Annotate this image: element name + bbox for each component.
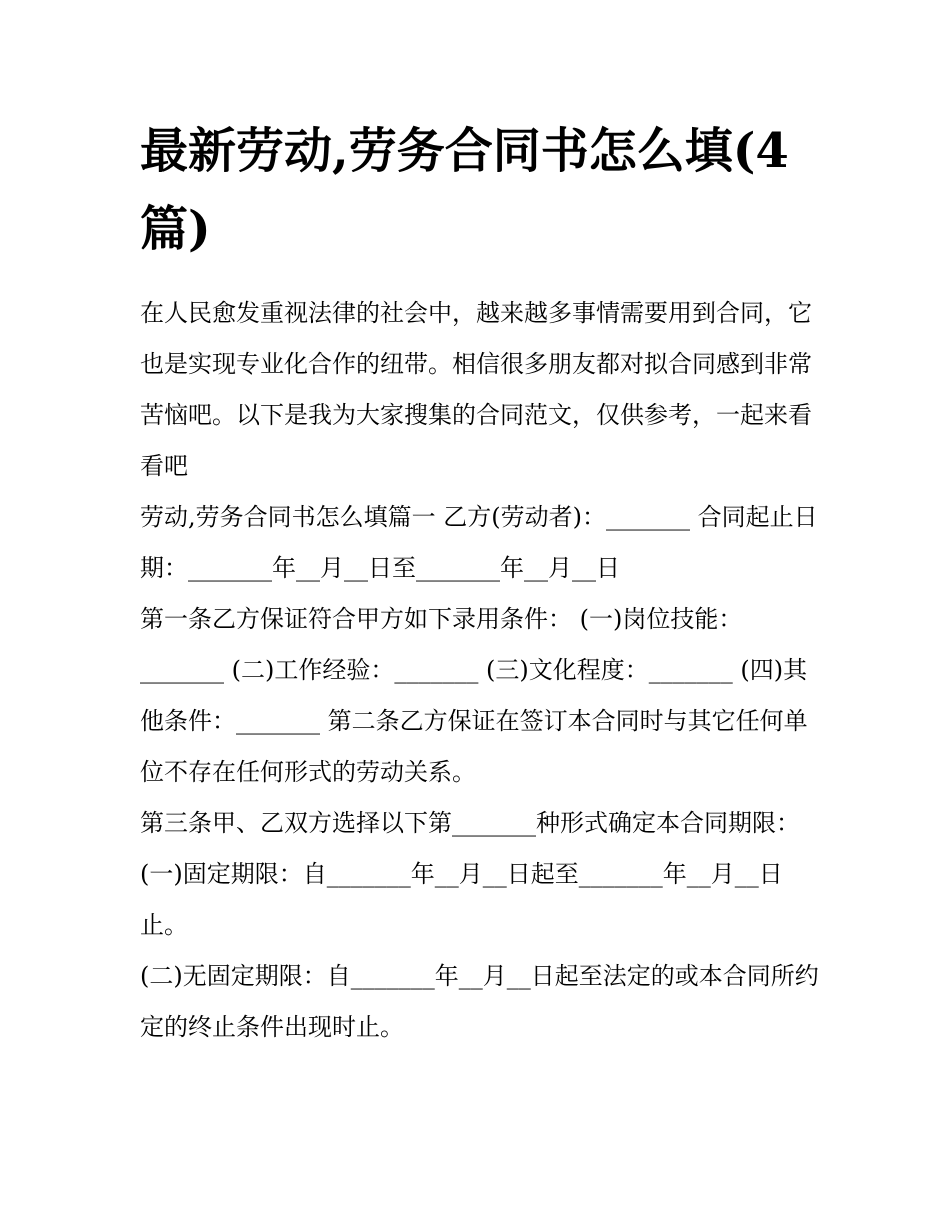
- paragraph-article-3: 第三条甲、乙双方选择以下第_______种形式确定本合同期限：: [140, 809, 800, 837]
- document-title: 最新劳动,劳务合同书怎么填(4篇): [140, 123, 789, 257]
- document-page: [140, 112, 820, 1053]
- paragraph-contract-heading: 劳动,劳务合同书怎么填篇一 乙方(劳动者)：_______ 合同起止日期：_______年__月__日至_______年__月__日: [140, 503, 818, 582]
- paragraph-open-term: (二)无固定期限：自_______年__月__日起至法定的或本合同所约定的终止条件出现时止。: [140, 962, 819, 1041]
- paragraph-article-1-2: 第一条乙方保证符合甲方如下录用条件： (一)岗位技能：_______ (二)工作经验：_______ (三)文化程度：_______ (四)其他条件：_______ 第二条乙方保证在签订本合同时与其它任何单位不存在任何形式的劳动关系。: [140, 605, 808, 786]
- paragraph-intro: 在人民愈发重视法律的社会中，越来越多事情需要用到合同，它也是实现专业化合作的纽带。相信很多朋友都对拟合同感到非常苦恼吧。以下是我为大家搜集的合同范文，仅供参考，一起来看看吧: [140, 299, 812, 480]
- paragraph-fixed-term: (一)固定期限：自_______年__月__日起至_______年__月__日止。: [140, 860, 783, 939]
